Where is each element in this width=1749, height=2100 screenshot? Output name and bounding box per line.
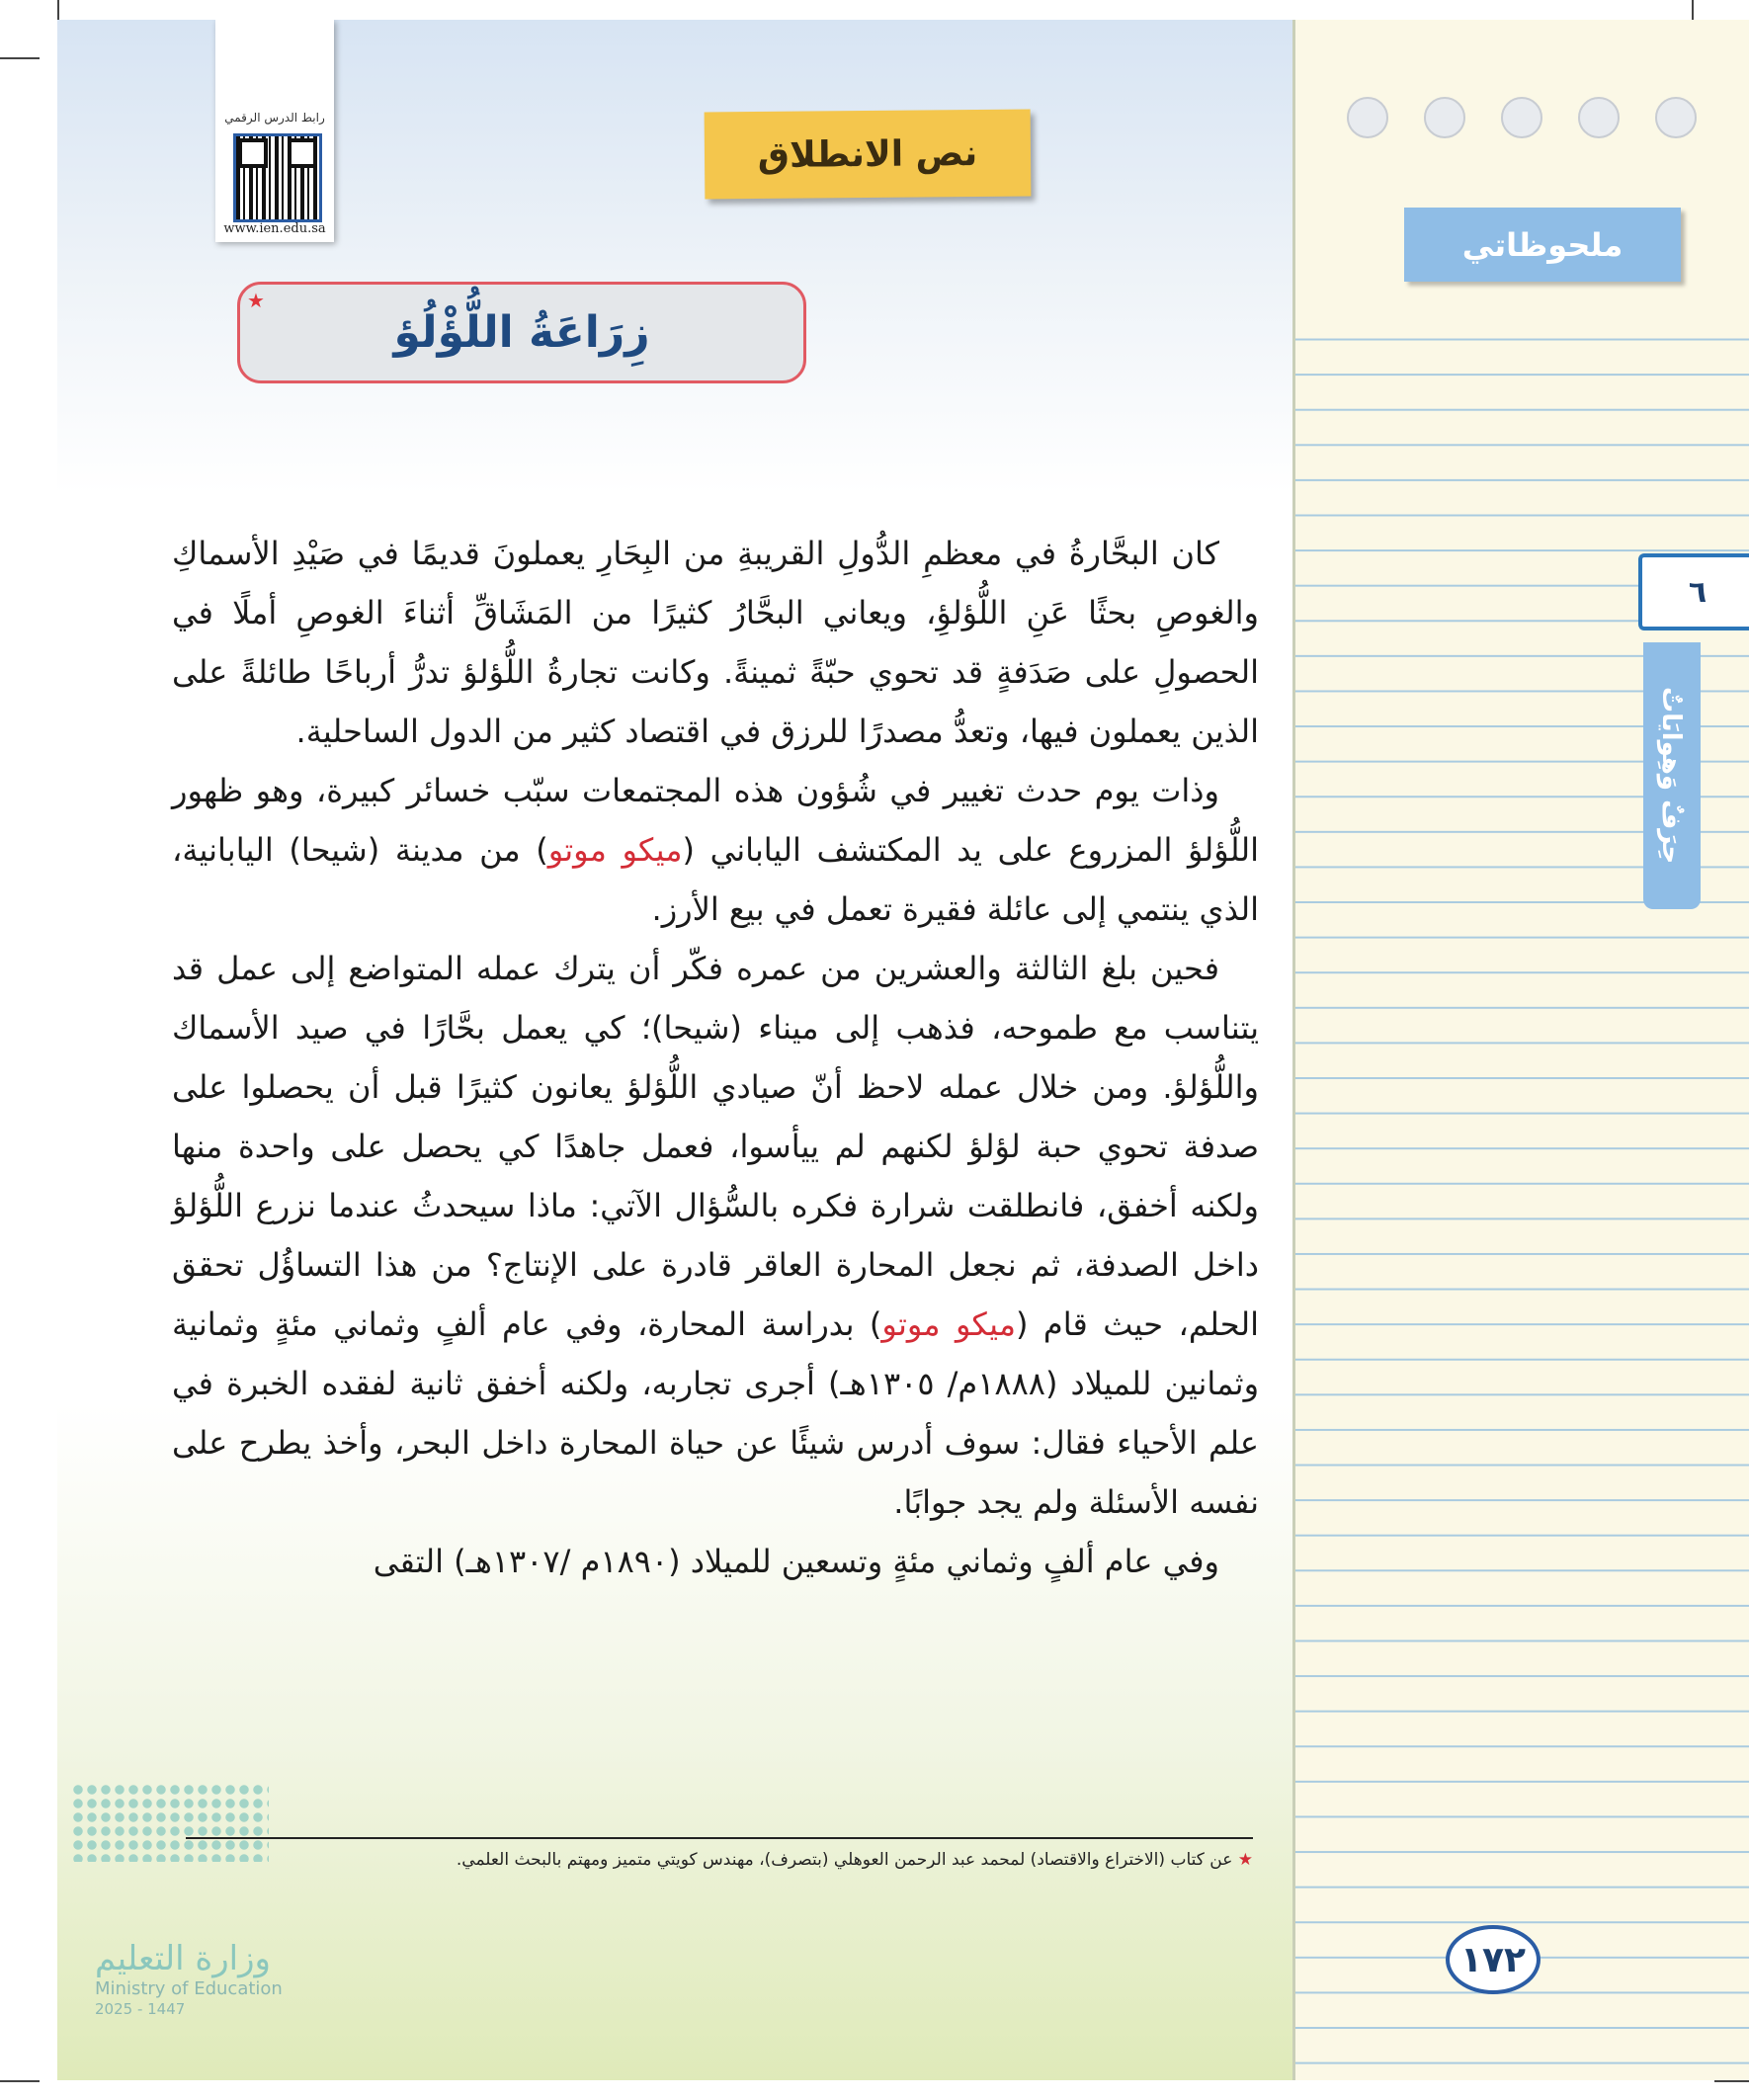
- text-span: ) من مدينة (شيحا) اليابانية، الذي ينتمي إلى عائلة فقيرة تعمل في بيع الأرز.: [172, 831, 1259, 928]
- ministry-logo-icon: [71, 1783, 269, 1862]
- ministry-name-english: Ministry of Education: [95, 1978, 283, 1999]
- paragraph: وفي عام ألفٍ وثماني مئةٍ وتسعين للميلاد (١٨٩٠م /١٣٠٧هـ) التقى: [373, 1543, 1219, 1580]
- text-span: فحين بلغ الثالثة والعشرين من عمره فكّر أن يترك عمله المتواضع إلى عمل قد يتناسب مع طموحه، فذهب إلى ميناء (شيحا)؛ كي يعمل بحَّارًا في صيد الأسماك واللُّؤلؤ. ومن خلال عمله لاحظ أنّ صيادي اللُّؤلؤ يعانون كثيرًا قبل أن يحصلوا على صدفة تحوي حبة لؤلؤ لكنهم لم ييأسوا، فعمل جاهدًا كي يحصل على واحدة منها ولكنه أخفق، فانطلقت شرارة فكره بالسُّؤال الآتي: ماذا سيحدثُ عندما نزرع اللُّؤلؤ داخل الصدفة، ثم نجعل المحارة العاقر قادرة على الإنتاج؟ من هذا التساؤُل تحقق الحلم، حيث قام (: [172, 950, 1260, 1343]
- lesson-body: [172, 524, 1259, 1591]
- section-banner: نص الانطلاق: [705, 110, 1032, 200]
- text-span: وذات يوم حدث تغيير في شُؤون هذه المجتمعات سبّب خسائر كبيرة، وهو ظهور اللُّؤلؤ المزروع على يد المكتشف الياباني (: [172, 772, 1260, 869]
- qr-card[interactable]: [215, 20, 334, 242]
- unit-label: حِرَفٌ وَهِوايَاتٌ: [1656, 687, 1686, 865]
- crop-mark: [0, 57, 40, 59]
- crop-mark: [1714, 2080, 1749, 2082]
- lesson-title: زِرَاعَةُ اللُّؤْلُؤ: [237, 282, 806, 383]
- textbook-page: [57, 20, 1749, 2080]
- footnote-text: عن كتاب (الاختراع والاقتصاد) لمحمد عبد الرحمن العوهلي (بتصرف)، مهندس كويتي متميز ومهتم بالبحث العلمي.: [456, 1850, 1233, 1870]
- page-number: ١٧٢: [1446, 1925, 1541, 1994]
- notes-header-area: [1295, 20, 1749, 336]
- text-span: ) بدراسة المحارة، وفي عام ألفٍ وثماني مئةٍ وثمانية وثمانين للميلاد (١٨٨٨م/ ١٣٠٥هـ) أجرى تجاربه، ولكنه أخفق ثانية لفقده الخبرة في علم الأحياء فقال: سوف أدرس شيئًا عن حياة المحارة داخل البحر، وأخذ يطرح على نفسه الأسئلة ولم يجد جوابًا.: [172, 1305, 1260, 1521]
- crop-mark: [0, 2080, 40, 2082]
- star-icon: ★: [247, 289, 265, 312]
- paragraph: كان البحَّارةُ في معظمِ الدُّولِ القريبةِ من البِحَارِ يعملونَ قديمًا في صَيْدِ الأسماكِ والغوصِ بحثًا عَنِ اللُّؤلؤِ، ويعاني البحَّارُ كثيرًا من المَشَاقِّ أثناءَ الغوصِ أملًا في الحصولِ على صَدَفةٍ قد تحوي حبّةً ثمينةً. وكانت تجارةُ اللُّؤلؤ تدرُّ أرباحًا طائلةً على الذين يعملون فيها، وتعدُّ مصدرًا للرزق في اقتصاد كثير من الدول الساحلية.: [172, 535, 1259, 750]
- footnote: [136, 1850, 1253, 1870]
- notes-tab-label: ملحوظاتي: [1404, 208, 1681, 282]
- paragraph: [172, 939, 1259, 1532]
- ministry-year: 2025 - 1447: [95, 2000, 186, 2018]
- qr-label: رابط الدرس الرقمي: [224, 111, 325, 125]
- ministry-name-arabic: وزارة التعليم: [95, 1939, 271, 1978]
- paragraph: [172, 761, 1259, 939]
- unit-number: ٦: [1638, 553, 1749, 630]
- qr-url[interactable]: www.ien.edu.sa: [223, 221, 326, 236]
- highlighted-name: ميكو موتو: [547, 831, 683, 869]
- star-icon: ★: [1237, 1850, 1253, 1870]
- binder-hole-icon: [1578, 97, 1620, 138]
- binder-hole-icon: [1424, 97, 1465, 138]
- footnote-divider: [186, 1837, 1253, 1839]
- binder-hole-icon: [1501, 97, 1542, 138]
- highlighted-name: ميكو موتو: [881, 1305, 1016, 1343]
- binder-hole-icon: [1655, 97, 1697, 138]
- binder-hole-icon: [1347, 97, 1388, 138]
- qr-code-icon[interactable]: [233, 133, 322, 222]
- notes-panel: [1292, 20, 1749, 2080]
